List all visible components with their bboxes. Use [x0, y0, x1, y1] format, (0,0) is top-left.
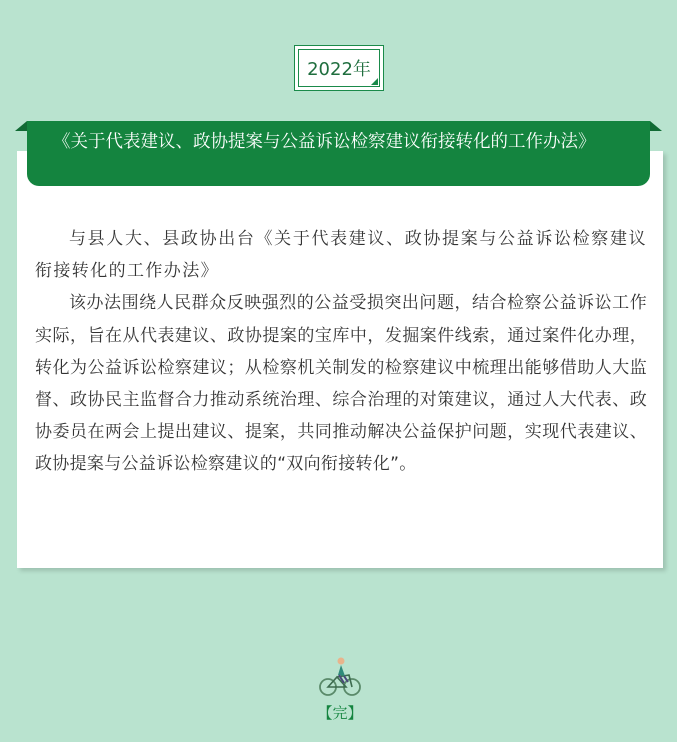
badge-corner-triangle — [371, 78, 378, 85]
cyclist-icon — [318, 655, 362, 697]
year-badge — [294, 45, 384, 91]
year-label: 2022年 — [307, 59, 371, 80]
document-title: 《关于代表建议、政协提案与公益诉讼检察建议衔接转化的工作办法》 — [53, 132, 596, 152]
article-paragraph-body: 该办法围绕人民群众反映强烈的公益受损突出问题，结合检察公益诉讼工作实际，旨在从代表建议、政协提案的宝库中，发掘案件线索，通过案件化办理，转化为公益诉讼检察建议；从检察机关制发的检察建议中梳理出能够借助人大监督、政协民主监督合力推动系统治理、综合治理的对策建议，通过人大代表、政协委员在两会上提出建议、提案，共同推动解决公益保护问题，实现代表建议、政协提案与公益诉讼检察建议的“双向衔接转化”。 — [35, 293, 647, 475]
ribbon-fold-left — [15, 121, 27, 131]
ribbon-fold-right — [650, 121, 662, 131]
year-badge-inner — [298, 49, 380, 87]
article-body — [35, 223, 647, 481]
article-paragraph-lead: 与县人大、县政协出台《关于代表建议、政协提案与公益诉讼检察建议衔接转化的工作办法》 — [35, 229, 647, 282]
end-label: 【完】 — [317, 704, 363, 722]
title-ribbon — [27, 121, 650, 186]
